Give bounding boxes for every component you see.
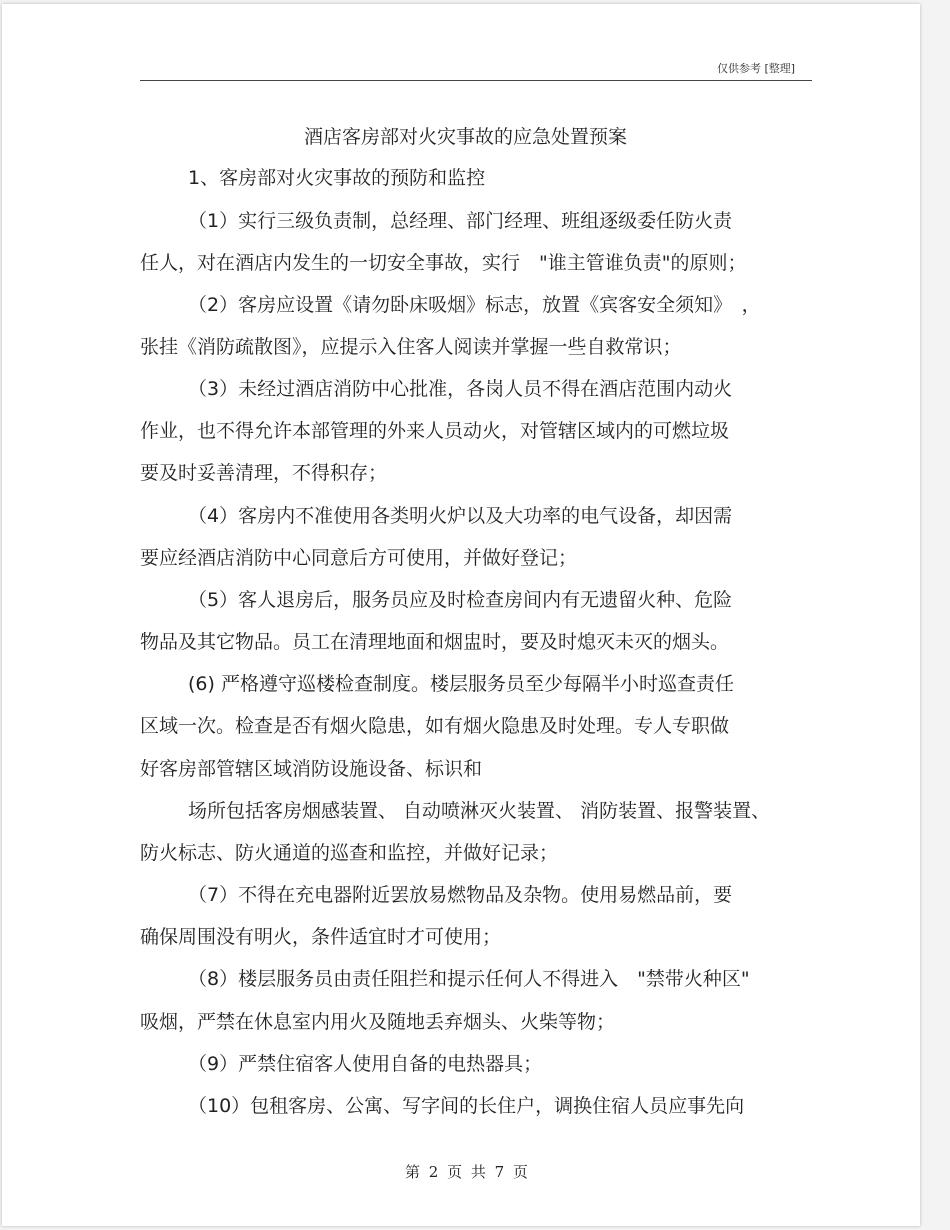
paragraph-line: 物品及其它物品。员工在清理地面和烟盅时，要及时熄灭未灭的烟头。	[140, 631, 730, 653]
paragraph-line: （10）包租客房、公寓、写字间的长住户，调换住宿人员应事先向	[188, 1095, 745, 1117]
paragraph-line: 张挂《消防疏散图》，应提示入住客人阅读并掌握一些自救常识；	[140, 336, 682, 358]
paragraph-line: 作业，也不得允许本部管理的外来人员动火，对管辖区域内的可燃垃圾	[140, 420, 730, 442]
section-heading: 1、客房部对火灾事故的预防和监控	[188, 167, 486, 189]
paragraph-line: 区域一次。检查是否有烟火隐患，如有烟火隐患及时处理。专人专职做	[140, 715, 730, 737]
paragraph-line: （3）未经过酒店消防中心批准，各岗人员不得在酒店范围内动火	[188, 378, 733, 400]
paragraph-line: 吸烟，严禁在休息室内用火及随地丢弃烟头、火柴等物；	[140, 1011, 616, 1033]
paragraph-line: （7）不得在充电器附近罢放易燃物品及杂物。使用易燃品前，要	[188, 884, 733, 906]
paragraph-line: （2）客房应设置《请勿卧床吸烟》标志，放置《宾客安全须知》 ，	[188, 294, 761, 316]
paragraph-line: (6) 严格遵守巡楼检查制度。楼层服务员至少每隔半小时巡查责任	[188, 673, 734, 695]
document-title: 酒店客房部对火灾事故的应急处置预案	[304, 126, 628, 148]
paragraph-line: 场所包括客房烟感装置、 自动喷淋灭火装置、 消防装置、报警装置、	[188, 800, 771, 822]
paragraph-line: 任人，对在酒店内发生的一切安全事故，实行 "谁主管谁负责"的原则；	[140, 252, 747, 274]
paragraph-line: （1）实行三级负责制，总经理、部门经理、班组逐级委任防火责	[188, 210, 733, 232]
paragraph-line: 好客房部管辖区域消防设施设备、标识和	[140, 758, 483, 780]
page-number-footer: 第 2 页 共 7 页	[405, 1163, 528, 1181]
document-page	[2, 4, 920, 1226]
paragraph-line: 要应经酒店消防中心同意后方可使用，并做好登记；	[140, 547, 578, 569]
paragraph-line: （9）严禁住宿客人使用自备的电热器具；	[188, 1053, 543, 1075]
header-note: 仅供参考 [整理]	[717, 62, 796, 75]
paragraph-line: 防火标志、防火通道的巡查和监控，并做好记录；	[140, 842, 559, 864]
paragraph-line: 确保周围没有明火，条件适宜时才可使用；	[140, 926, 502, 948]
paragraph-line: （4）客房内不准使用各类明火炉以及大功率的电气设备，却因需	[188, 505, 733, 527]
paragraph-line: 要及时妥善清理，不得积存；	[140, 462, 388, 484]
paragraph-line: （8）楼层服务员由责任阻拦和提示任何人不得进入 "禁带火种区"	[188, 968, 750, 990]
paragraph-line: （5）客人退房后，服务员应及时检查房间内有无遗留火种、危险	[188, 589, 733, 611]
header-divider	[140, 80, 812, 81]
